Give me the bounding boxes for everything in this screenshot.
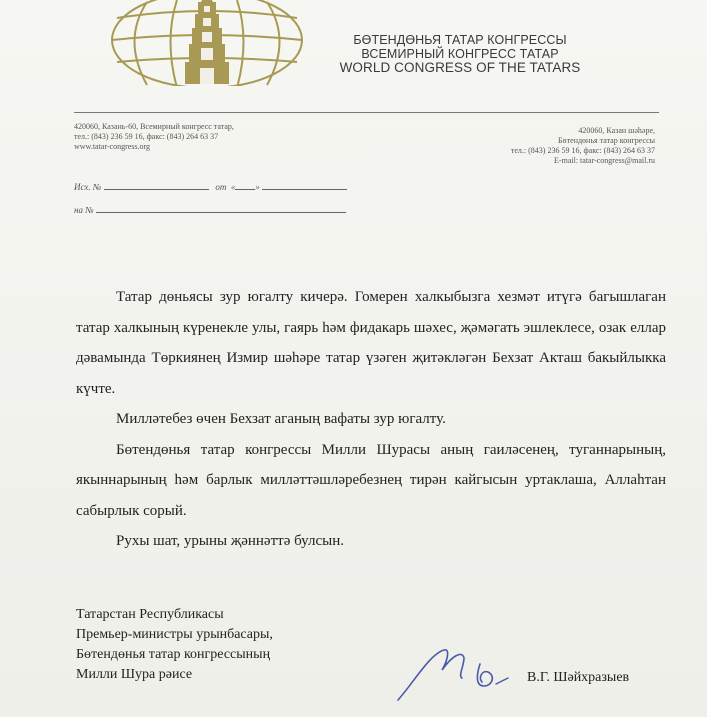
address-left-line: 420060, Казань-60, Всемирный конгресс татар, [74,122,234,131]
signatory-title-line: Татарстан Республикасы [76,607,224,622]
congress-logo-globe-tower-icon [102,0,312,86]
date-label: от [215,182,227,192]
org-name-russian: ВСЕМИРНЫЙ КОНГРЕСС ТАТАР [361,47,559,61]
date-quote-open: « [230,182,236,192]
signatory-title [76,605,273,685]
org-name-tatar: БӨТЕНДӨНЬЯ ТАТАР КОНГРЕССЫ [353,33,567,47]
outgoing-number-label: Исх. № [74,182,102,192]
letter-paragraph: Милләтебез өчен Бехзат аганың вафаты зур югалту. [116,411,446,427]
date-month-blank [262,180,347,190]
address-right-line: E-mail: tatar-congress@mail.ru [554,156,655,165]
address-right [511,126,655,166]
reply-number-blank [96,203,346,213]
signatory-title-line: Бөтендөнья татар конгрессының [76,647,271,662]
address-left-line: тел.: (843) 236 59 16, факс: (843) 264 63 37 [74,132,219,141]
outgoing-number-blank [104,180,209,190]
org-name-english: WORLD CONGRESS OF THE TATARS [339,60,581,75]
reply-number-row [74,203,346,215]
signatory-title-line: Милли Шура рәисе [76,667,193,682]
address-right-line: тел.: (843) 236 59 16, факс: (843) 264 63 37 [510,146,655,155]
organization-name [330,33,590,75]
address-right-line: 420060, Казан шәһәре, [578,126,655,135]
signer-name: В.Г. Шәйхразыев [527,670,630,685]
date-quote-close: » [255,182,260,192]
address-right-line: Бөтендөнья татар конгрессы [558,136,655,145]
address-left-line: www.tatar-congress.org [74,142,151,151]
letter-body [76,282,666,557]
letter-paragraph: Бөтендөнья татар конгрессы Милли Шурасы аның гаиләсенең, туганнарының, якыннарының һәм барлык милләттәшләребезнең тирән кайгысын уртаклаша, Аллаһтан сабырлык сорый. [76,441,666,519]
letter-paragraph: Рухы шат, урыны җәннәттә булсын. [116,533,345,549]
address-left [74,122,234,152]
outgoing-number-row [74,180,347,192]
letter-paragraph: Татар дөньясы зур югалту кичерә. Гомерен халкыбызга хезмәт итүгә багышлаган татар халкының күренекле улы, гаярь һәм фидакарь шәхес, җәмәгать эшлеклесе, озак еллар дәвамында Төркиянең Измир шәһәре татар үзәген җитәкләгән Бехзат Акташ бакыйлыкка күчте. [76,289,666,397]
header-divider [74,112,659,113]
handwritten-signature-icon [392,642,532,706]
reply-number-label: на № [74,205,94,215]
date-day-blank [235,180,255,190]
signatory-title-line: Премьер-министры урынбасары, [76,627,273,642]
